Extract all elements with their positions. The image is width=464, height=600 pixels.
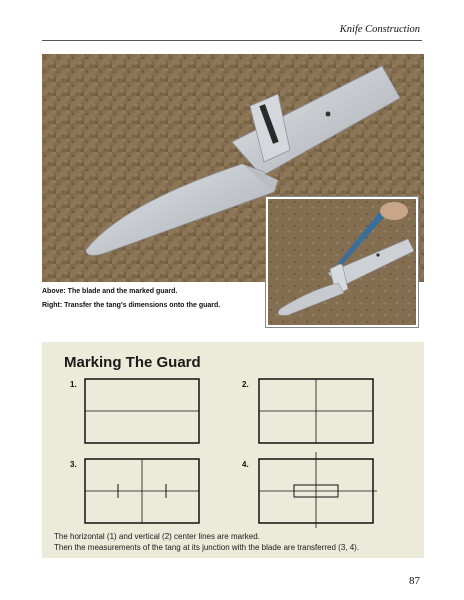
caption-above: Above: The blade and the marked guard. xyxy=(42,288,178,295)
diagram-2-label: 2. xyxy=(242,380,249,389)
diagram-1-label: 1. xyxy=(70,380,77,389)
marking-photo-illustration xyxy=(268,199,416,325)
figure-caption-line-1: The horizontal (1) and vertical (2) center lines are marked. xyxy=(54,532,260,541)
header-title: Knife Construction xyxy=(339,24,420,35)
diagram-4 xyxy=(258,452,378,528)
diagram-4-label: 4. xyxy=(242,460,249,469)
diagram-1 xyxy=(84,378,200,444)
marking-guard-figure xyxy=(42,342,424,558)
marking-photo xyxy=(266,197,418,327)
diagram-2 xyxy=(258,378,374,444)
figure-title: Marking The Guard xyxy=(64,354,201,371)
header-rule xyxy=(42,40,422,41)
diagram-3-label: 3. xyxy=(70,460,77,469)
caption-right: Right: Transfer the tang's dimensions onto the guard. xyxy=(42,302,221,309)
page-number: 87 xyxy=(409,575,420,587)
diagram-3 xyxy=(84,458,200,524)
figure-caption-line-2: Then the measurements of the tang at its junction with the blade are transferred (3, 4). xyxy=(54,543,360,552)
